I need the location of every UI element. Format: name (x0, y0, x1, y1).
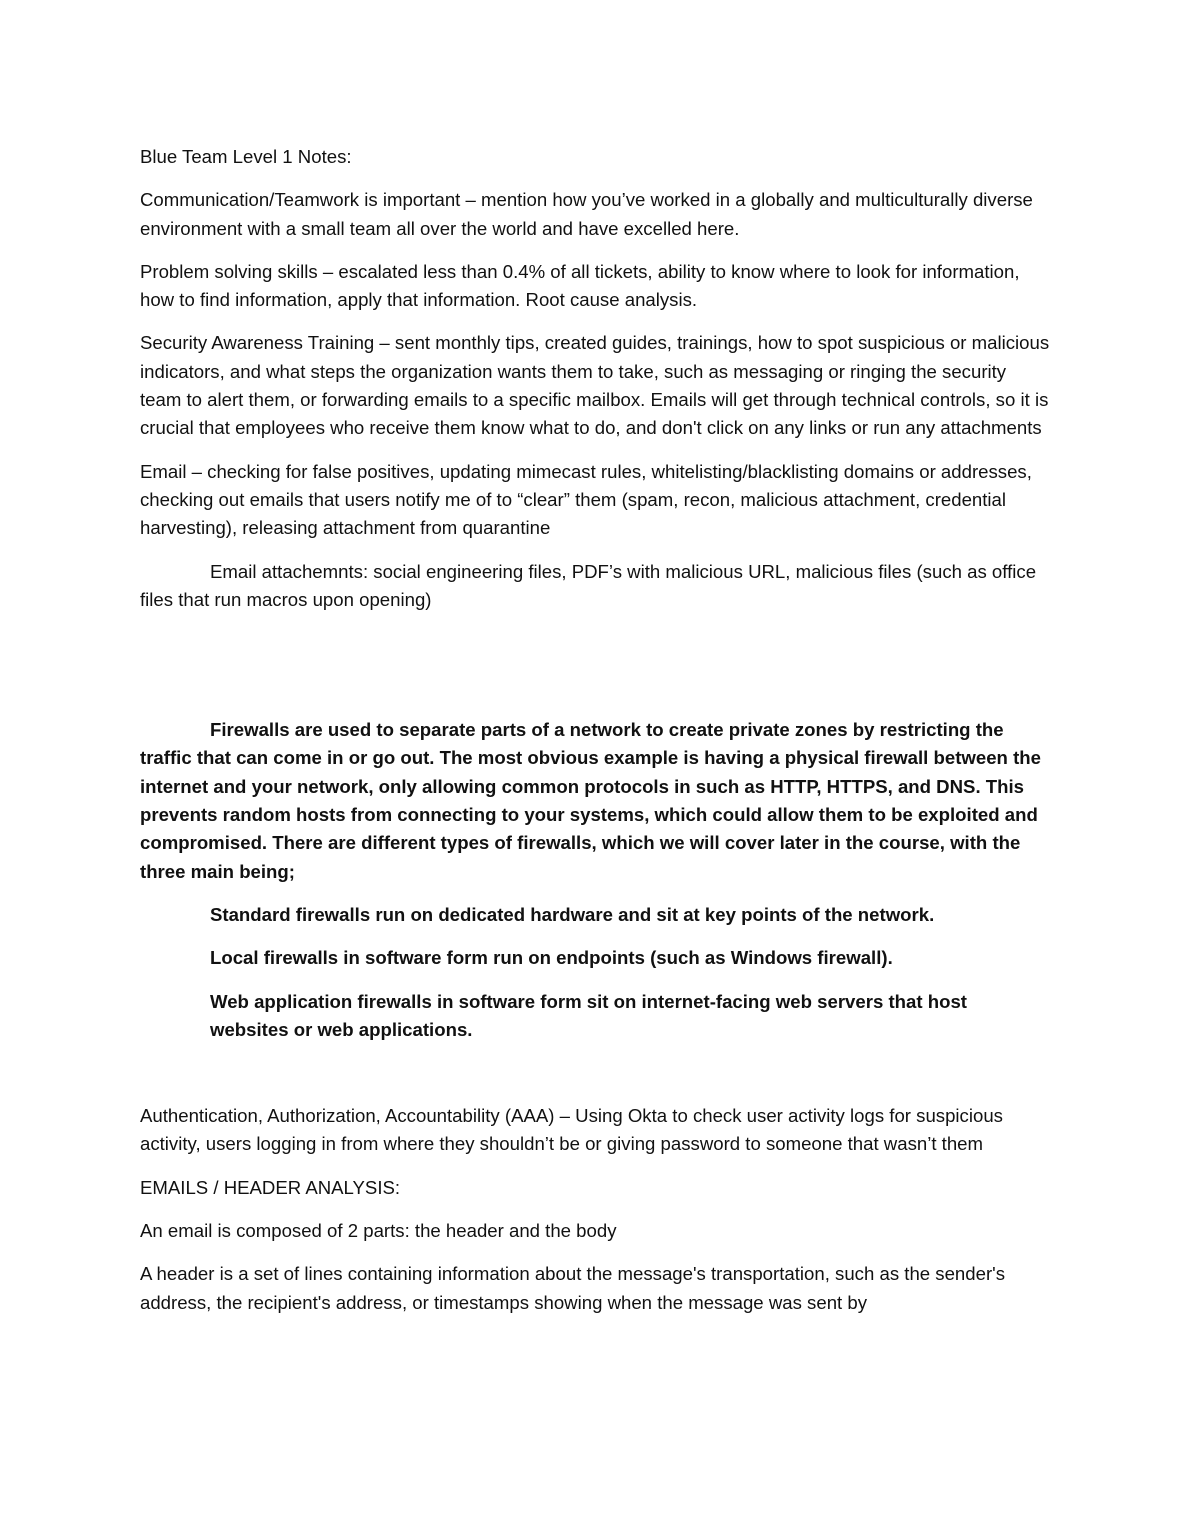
paragraph-header-definition: A header is a set of lines containing information about the message's transportation, such as the sender's address, the recipient's address, or timestamps showing when the message was sent by (140, 1263, 1005, 1313)
paragraph-security-awareness: Security Awareness Training – sent monthly tips, created guides, trainings, how to spot suspicious or malicious indicators, and what steps the organization wants them to take, such as messaging or ringing the security team to alert them, or forwarding emails to a specific mailbox. Emails will get through technical controls, so it is crucial that employees who receive them know what to do, and don't click on any links or run any attachments (140, 332, 1050, 439)
paragraph-email-parts: An email is composed of 2 parts: the header and the body (140, 1220, 617, 1242)
paragraph-email-attachments: Email attachemnts: social engineering files, PDF’s with malicious URL, malicious files (such as office files that run macros upon opening) (140, 560, 1037, 610)
list-item-local-firewalls: Local firewalls in software form run on endpoints (such as Windows firewall). (210, 947, 893, 969)
paragraph-firewalls: Firewalls are used to separate parts of a network to create private zones by restricting the traffic that can come in or go out. The most obvious example is having a physical firewall between the internet and your network, only allowing common protocols in such as HTTP, HTTPS, and DNS. This prevents random hosts from connecting to your systems, which could allow them to be exploited and compromised. There are different types of firewalls, which we will cover later in the course, with the three main being; (140, 719, 1041, 882)
paragraph-problem-solving: Problem solving skills – escalated less than 0.4% of all tickets, ability to know where to look for information, how to find information, apply that information. Root cause analysis. (140, 260, 1020, 311)
document-title: Blue Team Level 1 Notes: (140, 146, 352, 167)
section-heading-email-header-analysis: EMAILS / HEADER ANALYSIS: (140, 1176, 401, 1198)
paragraph-email: Email – checking for false positives, updating mimecast rules, whitelisting/blacklisting domains or addresses, checking out emails that users notify me of to “clear” them (spam, recon, malicious attachment, credential harvesting), releasing attachment from quarantine (140, 460, 1032, 539)
list-item-web-application-firewalls: Web application firewalls in software form sit on internet-facing web servers that host websites or web applications. (210, 990, 967, 1040)
document-body (140, 143, 1050, 1332)
paragraph-aaa: Authentication, Authorization, Accountability (AAA) – Using Okta to check user activity logs for suspicious activity, users logging in from where they shouldn’t be or giving password to someone that wasn’t them (140, 1105, 1003, 1155)
list-item-standard-firewalls: Standard firewalls run on dedicated hardware and sit at key points of the network. (210, 903, 935, 925)
paragraph-communication: Communication/Teamwork is important – mention how you’ve worked in a globally and multiculturally diverse environment with a small team all over the world and have excelled here. (140, 189, 1033, 239)
